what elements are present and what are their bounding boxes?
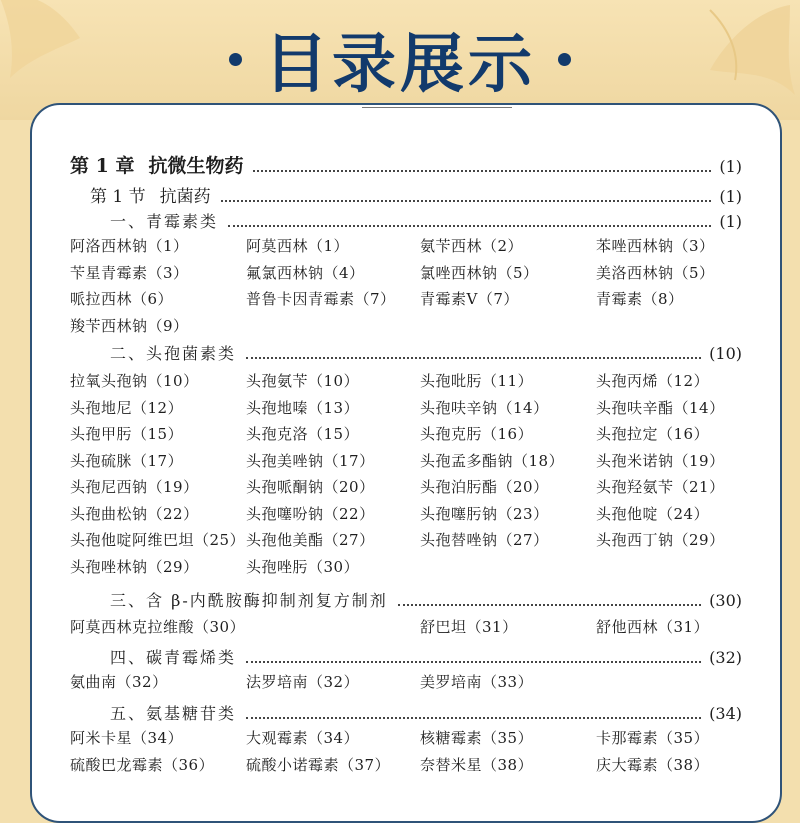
drug-entry: 庆大霉素（38） — [596, 755, 710, 774]
page-title: 目录展示 — [264, 28, 536, 102]
drug-entry: 头孢克洛（15） — [246, 425, 360, 443]
chapter-title: 抗微生物药 — [148, 155, 244, 177]
subsection-page: (10) — [709, 344, 742, 363]
drug-entry: 羧苄西林钠（9） — [70, 316, 189, 335]
subsection-title: 四、碳青霉烯类 — [110, 648, 237, 667]
drug-entry: 头孢西丁钠（29） — [596, 531, 725, 549]
drug-row — [70, 671, 782, 695]
subsection-entry — [110, 645, 742, 668]
drug-entry: 阿洛西林钠（1） — [70, 237, 189, 255]
drug-entry: 舒巴坦（31） — [420, 618, 518, 636]
drug-entry: 头孢羟氨苄（21） — [596, 478, 725, 496]
drug-entry: 法罗培南（32） — [246, 673, 360, 691]
drug-entry: 苯唑西林钠（3） — [596, 237, 715, 255]
drug-entry: 头孢甲肟（15） — [70, 425, 184, 443]
subsection-title: 五、氨基糖苷类 — [110, 704, 237, 723]
drug-entry: 美洛西林钠（5） — [596, 263, 715, 282]
drug-entry: 头孢唑肟（30） — [246, 557, 360, 576]
drug-entry: 头孢氨苄（10） — [246, 372, 360, 390]
page-header — [0, 14, 800, 104]
drug-row — [70, 315, 782, 339]
drug-entry: 美罗培南（33） — [420, 673, 534, 691]
subsection-page: (30) — [709, 591, 742, 610]
drug-entry: 阿莫西林克拉维酸（30） — [70, 618, 246, 636]
subsection-entry — [110, 588, 742, 611]
subsection-page: (1) — [719, 212, 742, 231]
drug-entry: 头孢曲松钠（22） — [70, 504, 199, 523]
drug-entry: 头孢替唑钠（27） — [420, 531, 549, 549]
drug-entry: 头孢地嗪（13） — [246, 398, 360, 417]
leader-dots — [221, 200, 712, 202]
drug-entry: 头孢克肟（16） — [420, 425, 534, 443]
section-title: 抗菌药 — [159, 187, 211, 207]
leader-dots — [246, 717, 701, 719]
drug-entry: 核糖霉素（35） — [420, 729, 534, 747]
drug-row — [70, 754, 782, 778]
drug-row — [70, 450, 782, 474]
drug-entry: 拉氧头孢钠（10） — [70, 372, 199, 390]
drug-entry: 头孢他啶阿维巴坦（25） — [70, 531, 246, 549]
drug-row — [70, 288, 782, 312]
subsection-title: 一、青霉素类 — [110, 212, 219, 231]
drug-entry: 哌拉西林（6） — [70, 290, 174, 308]
drug-row — [70, 476, 782, 500]
section-entry — [90, 182, 742, 207]
drug-entry: 卡那霉素（35） — [596, 729, 710, 747]
drug-entry: 硫酸巴龙霉素（36） — [70, 755, 215, 774]
drug-row — [70, 503, 782, 527]
drug-entry: 硫酸小诺霉素（37） — [246, 755, 391, 774]
subsection-page: (34) — [709, 704, 742, 723]
drug-row — [70, 423, 782, 447]
drug-row — [70, 370, 782, 394]
drug-entry: 头孢呋辛钠（14） — [420, 398, 549, 417]
drug-entry: 头孢噻肟钠（23） — [420, 504, 549, 523]
chapter-entry — [70, 151, 742, 178]
drug-entry: 苄星青霉素（3） — [70, 263, 189, 282]
drug-entry: 头孢地尼（12） — [70, 398, 184, 417]
drug-entry: 阿米卡星（34） — [70, 729, 184, 747]
drug-entry: 头孢泊肟酯（20） — [420, 478, 549, 496]
leader-dots — [398, 604, 701, 606]
section-page: (1) — [719, 187, 742, 206]
drug-entry: 奈替米星（38） — [420, 755, 534, 774]
drug-entry: 头孢哌酮钠（20） — [246, 478, 375, 496]
drug-entry: 头孢拉定（16） — [596, 425, 710, 443]
drug-entry: 头孢唑林钠（29） — [70, 557, 199, 576]
drug-row — [70, 235, 782, 259]
drug-entry: 舒他西林（31） — [596, 618, 710, 636]
subsection-title: 三、含 β-内酰胺酶抑制剂复方制剂 — [110, 591, 388, 610]
drug-entry: 青霉素（8） — [596, 290, 684, 308]
drug-entry: 头孢尼西钠（19） — [70, 478, 199, 496]
drug-entry: 阿莫西林（1） — [246, 237, 350, 255]
card-top-clip — [362, 103, 512, 108]
toc-card — [30, 103, 782, 823]
drug-entry: 青霉素Ⅴ（7） — [420, 290, 519, 308]
drug-row — [70, 616, 782, 640]
section-label: 第 1 节 — [90, 187, 146, 207]
drug-entry: 头孢硫脒（17） — [70, 451, 184, 470]
subsection-entry — [110, 341, 742, 364]
drug-row — [70, 397, 782, 421]
drug-row — [70, 727, 782, 751]
drug-entry: 氟氯西林钠（4） — [246, 263, 365, 282]
drug-entry: 氨苄西林（2） — [420, 237, 524, 255]
leader-dots — [253, 170, 711, 172]
drug-entry: 头孢吡肟（11） — [420, 372, 534, 390]
chapter-page: (1) — [719, 157, 742, 176]
drug-entry: 头孢孟多酯钠（18） — [420, 451, 565, 470]
drug-entry: 头孢他啶（24） — [596, 504, 710, 523]
bullet-dot-left — [229, 53, 242, 66]
drug-row — [70, 529, 782, 553]
drug-row — [70, 262, 782, 286]
drug-entry: 头孢美唑钠（17） — [246, 451, 375, 470]
drug-entry: 头孢噻吩钠（22） — [246, 504, 375, 523]
drug-row — [70, 556, 782, 580]
subsection-page: (32) — [709, 648, 742, 667]
leader-dots — [228, 225, 711, 227]
bullet-dot-right — [558, 53, 571, 66]
chapter-label: 第 1 章 — [70, 155, 135, 177]
drug-entry: 普鲁卡因青霉素（7） — [246, 290, 396, 308]
leader-dots — [246, 661, 701, 663]
subsection-title: 二、头孢菌素类 — [110, 344, 237, 363]
drug-entry: 氨曲南（32） — [70, 673, 168, 691]
drug-entry: 头孢米诺钠（19） — [596, 451, 725, 470]
subsection-entry — [110, 701, 742, 724]
subsection-entry — [110, 209, 742, 232]
drug-entry: 头孢他美酯（27） — [246, 531, 375, 549]
drug-entry: 大观霉素（34） — [246, 729, 360, 747]
leader-dots — [246, 357, 701, 359]
drug-entry: 头孢呋辛酯（14） — [596, 398, 725, 417]
drug-entry: 氯唑西林钠（5） — [420, 263, 539, 282]
drug-entry: 头孢丙烯（12） — [596, 372, 710, 390]
